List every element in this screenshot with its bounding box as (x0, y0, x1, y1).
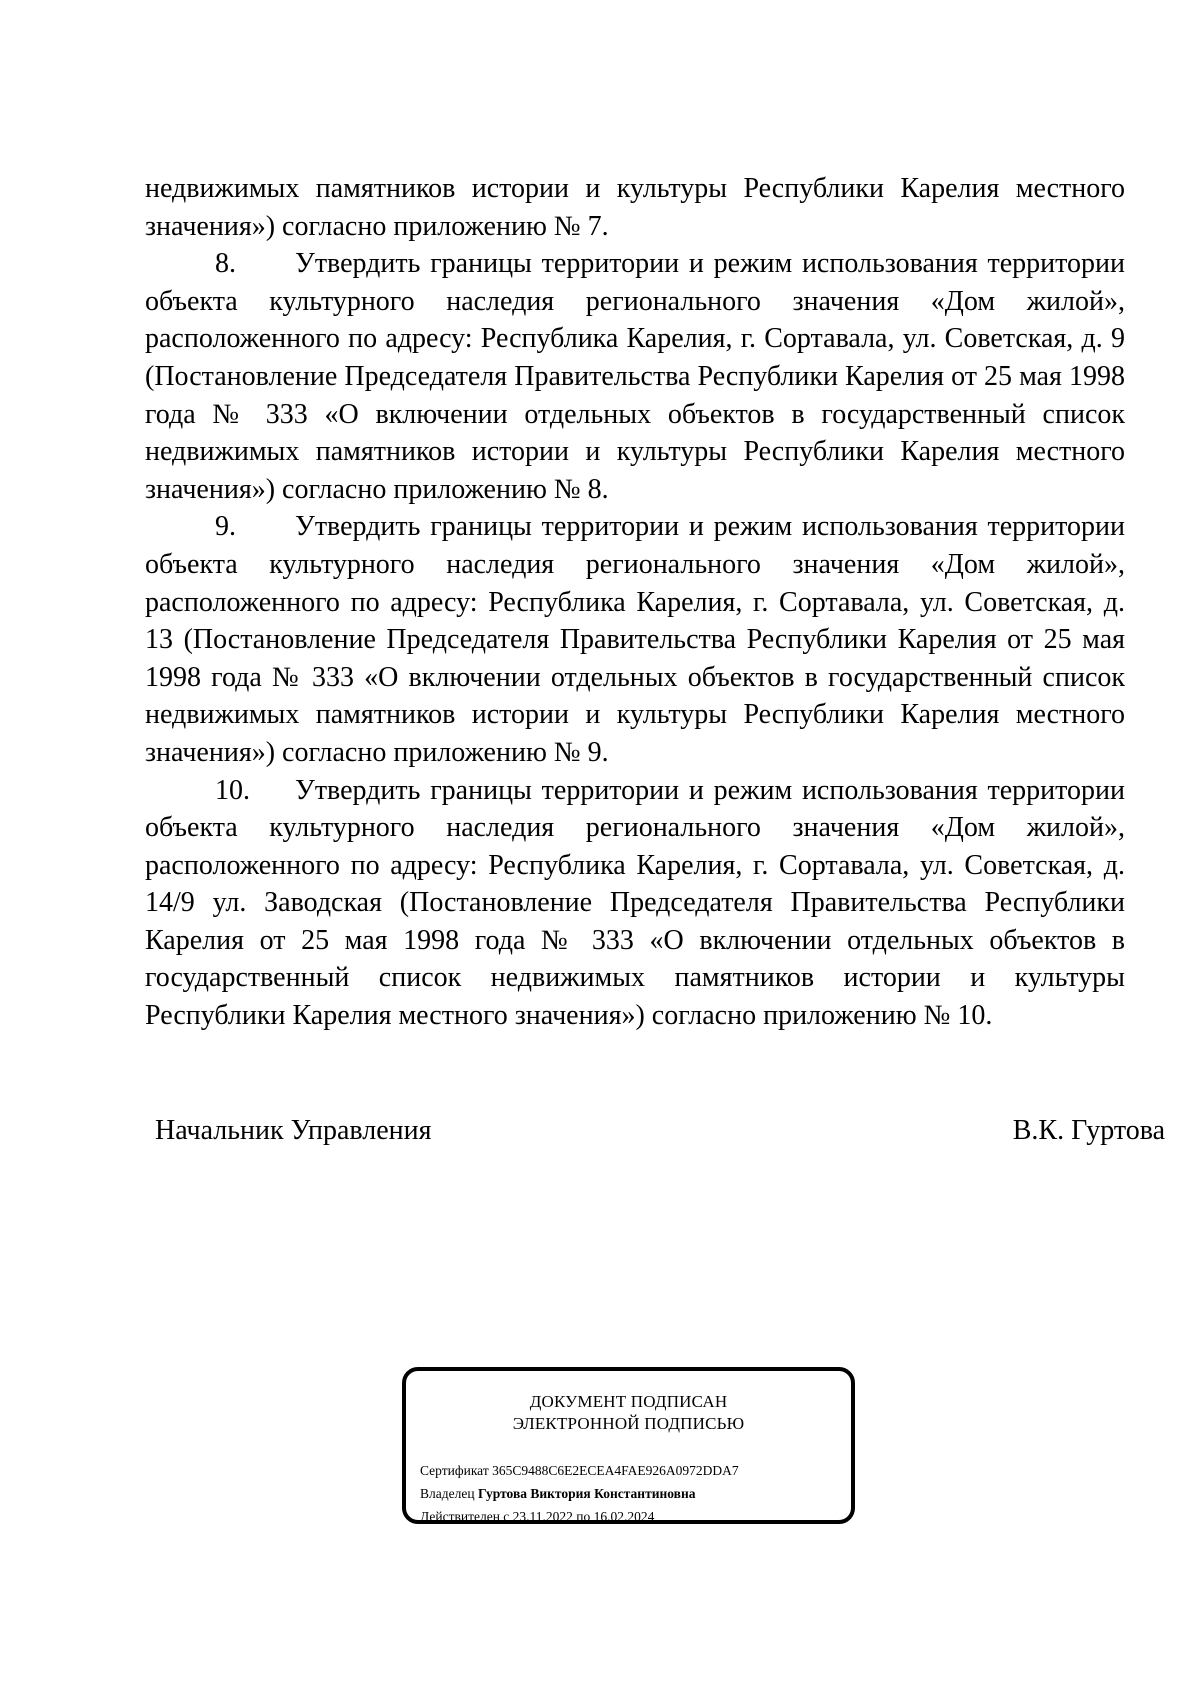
valid-to: 16.02.2024 (593, 1509, 655, 1524)
item-number: 10. (215, 774, 250, 806)
stamp-header-line-2: ЭЛЕКТРОННОЙ ПОДПИСЬЮ (512, 1414, 745, 1433)
valid-label: Действителен с (420, 1509, 510, 1524)
signatory-title: Начальник Управления (155, 1115, 432, 1146)
paragraph-item-9 (145, 508, 1125, 771)
item-text: Утвердить границы территории и режим использования территории объекта культурного наследия регионального значения «Дом жилой», расположенного по адресу: Республика Карелия, г. Сортавала, ул. Советская, д. 13 (Постановление Председателя Правительства Республики Карелия от 25 мая 1998 года № 333 «О включении отдельных объектов в государственный список недвижимых памятников истории и культуры Республики Карелия местного значения») согласно приложению № 9. (145, 511, 1125, 768)
item-text: Утвердить границы территории и режим использования территории объекта культурного наследия регионального значения «Дом жилой», расположенного по адресу: Республика Карелия, г. Сортавала, ул. Советская, д. 9 (Постановление Председателя Правительства Республики Карелия от 25 мая 1998 года № 333 «О включении отдельных объектов в государственный список недвижимых памятников истории и культуры Республики Карелия местного значения») согласно приложению № 8. (145, 248, 1125, 505)
item-number: 9. (215, 511, 236, 543)
paragraph-item-8 (145, 245, 1125, 508)
stamp-details (420, 1459, 739, 1528)
stamp-header-line-1: ДОКУМЕНТ ПОДПИСАН (529, 1392, 728, 1411)
document-body (145, 170, 1125, 1035)
stamp-certificate-row (420, 1459, 739, 1482)
stamp-validity-row (420, 1505, 739, 1528)
electronic-signature-stamp (402, 1367, 855, 1524)
stamp-owner-row (420, 1482, 739, 1505)
valid-to-label: по (576, 1509, 591, 1524)
valid-from: 23.11.2022 (512, 1509, 573, 1524)
certificate-value: 365C9488C6E2ECEA4FAE926A0972DDA7 (492, 1463, 739, 1478)
item-text: Утвердить границы территории и режим использования территории объекта культурного наследия регионального значения «Дом жилой», расположенного по адресу: Республика Карелия, г. Сортавала, ул. Советская, д. 14/9 ул. Заводская (Постановление Председателя Правительства Республики Карелия от 25 мая 1998 года № 333 «О включении отдельных объектов в государственный список недвижимых памятников истории и культуры Республики Карелия местного значения») согласно приложению № 10. (145, 774, 1125, 1032)
paragraph-continuation: недвижимых памятников истории и культуры Республики Карелия местного значения») согласно приложению № 7. (145, 173, 1125, 242)
owner-label: Владелец (420, 1486, 475, 1501)
signatory-name: В.К. Гуртова (1012, 1115, 1165, 1146)
item-number: 8. (215, 248, 236, 280)
certificate-label: Сертификат (420, 1463, 489, 1478)
owner-value: Гуртова Виктория Константиновна (477, 1486, 696, 1501)
stamp-header (406, 1391, 851, 1435)
paragraph-item-10 (145, 772, 1125, 1035)
